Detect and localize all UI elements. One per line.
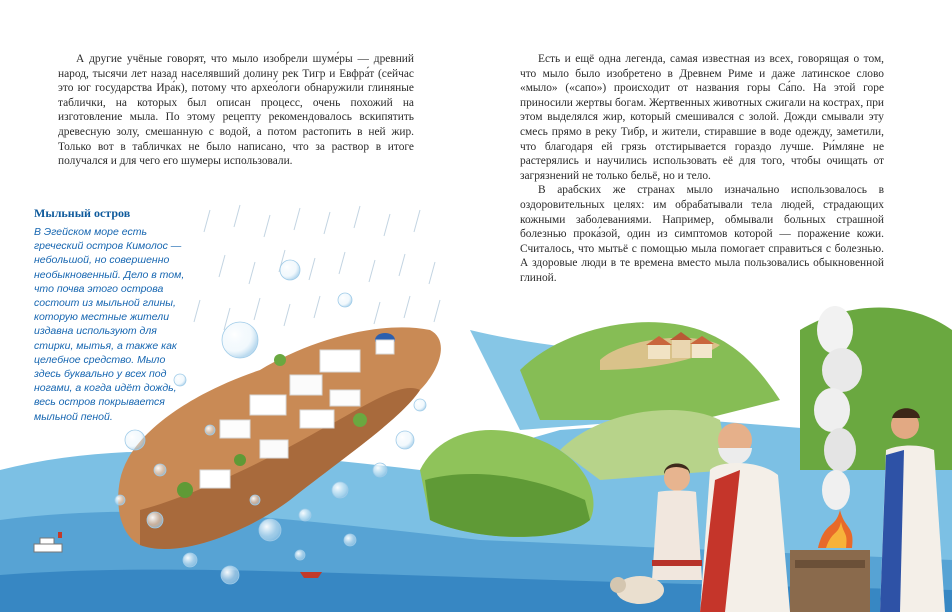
sidebar-title: Мыльный остров [34, 206, 131, 220]
right-paragraph-1: Есть и ещё одна легенда, самая известная из всех, говорящая о том, что мыло было изобретено в Древнем Риме и даже латинское слово «мыло» («сапо») происходит от названия горы Са́по. На этой горе приносили жертвы богам. Жертвенных животных сжигали на кострах, при этом выделялся жир, который смешивался с золой. Дожди смывали эту смесь прямо в реку Тибр, и жители, стиравшие в воде одежду, заметили, что благодаря ей грязь отстирывается гораздо лучше. Ри́мляне не растерялись и научились использовать её для того, чтобы очищать от загрязнений не только бельё, но и тело. [520, 53, 884, 182]
sidebar-text: В Эгейском море есть греческий остров Кимолос — небольшой, но совершенно необыкновенный. Дело в том, что почва этого острова состоит из мыльной глины, которую местные жители издавна используют для стирки, мытья, а также как целебное средство. Мыло здесь буквально у всех под ногами, а когда идёт дождь, весь остров покрывается мыльной пеной. [34, 226, 185, 423]
right-column [520, 52, 884, 286]
left-paragraph: А другие учёные говорят, что мыло изобрели шуме́ры — древний народ, тысячи лет назад населявший долину рек Тигр и Евфра́т (сейчас это юг государства Ира́к), потому что архео́логи обнаружили глиняные таблички, на которых был описан процесс, очень похожий на изготовление мыла. По этому рецепту рекомендовалось вскипятить древесную золу, смешанную с водой, а потом растопить в ней жир. Только вот в табличках не было написано, что за раствор в итоге получался и для чего его шумеры использовали. [58, 53, 414, 168]
right-paragraph-2: В арабских же странах мыло изначально использовалось в оздоровительных целях: им обрабатывали тела людей, страдающих кожными заболеваниями. Например, обмывали больных страшной болезнью прока́зой, один из симптомов которой — поражение кожи. Считалось, что мытьё с помощью мыла помогает справиться с болезнью. А здоровые люди в те времена вместо мыла пользовались обыкновенной глиной. [520, 184, 884, 284]
left-column [58, 52, 414, 169]
rain [194, 205, 440, 330]
